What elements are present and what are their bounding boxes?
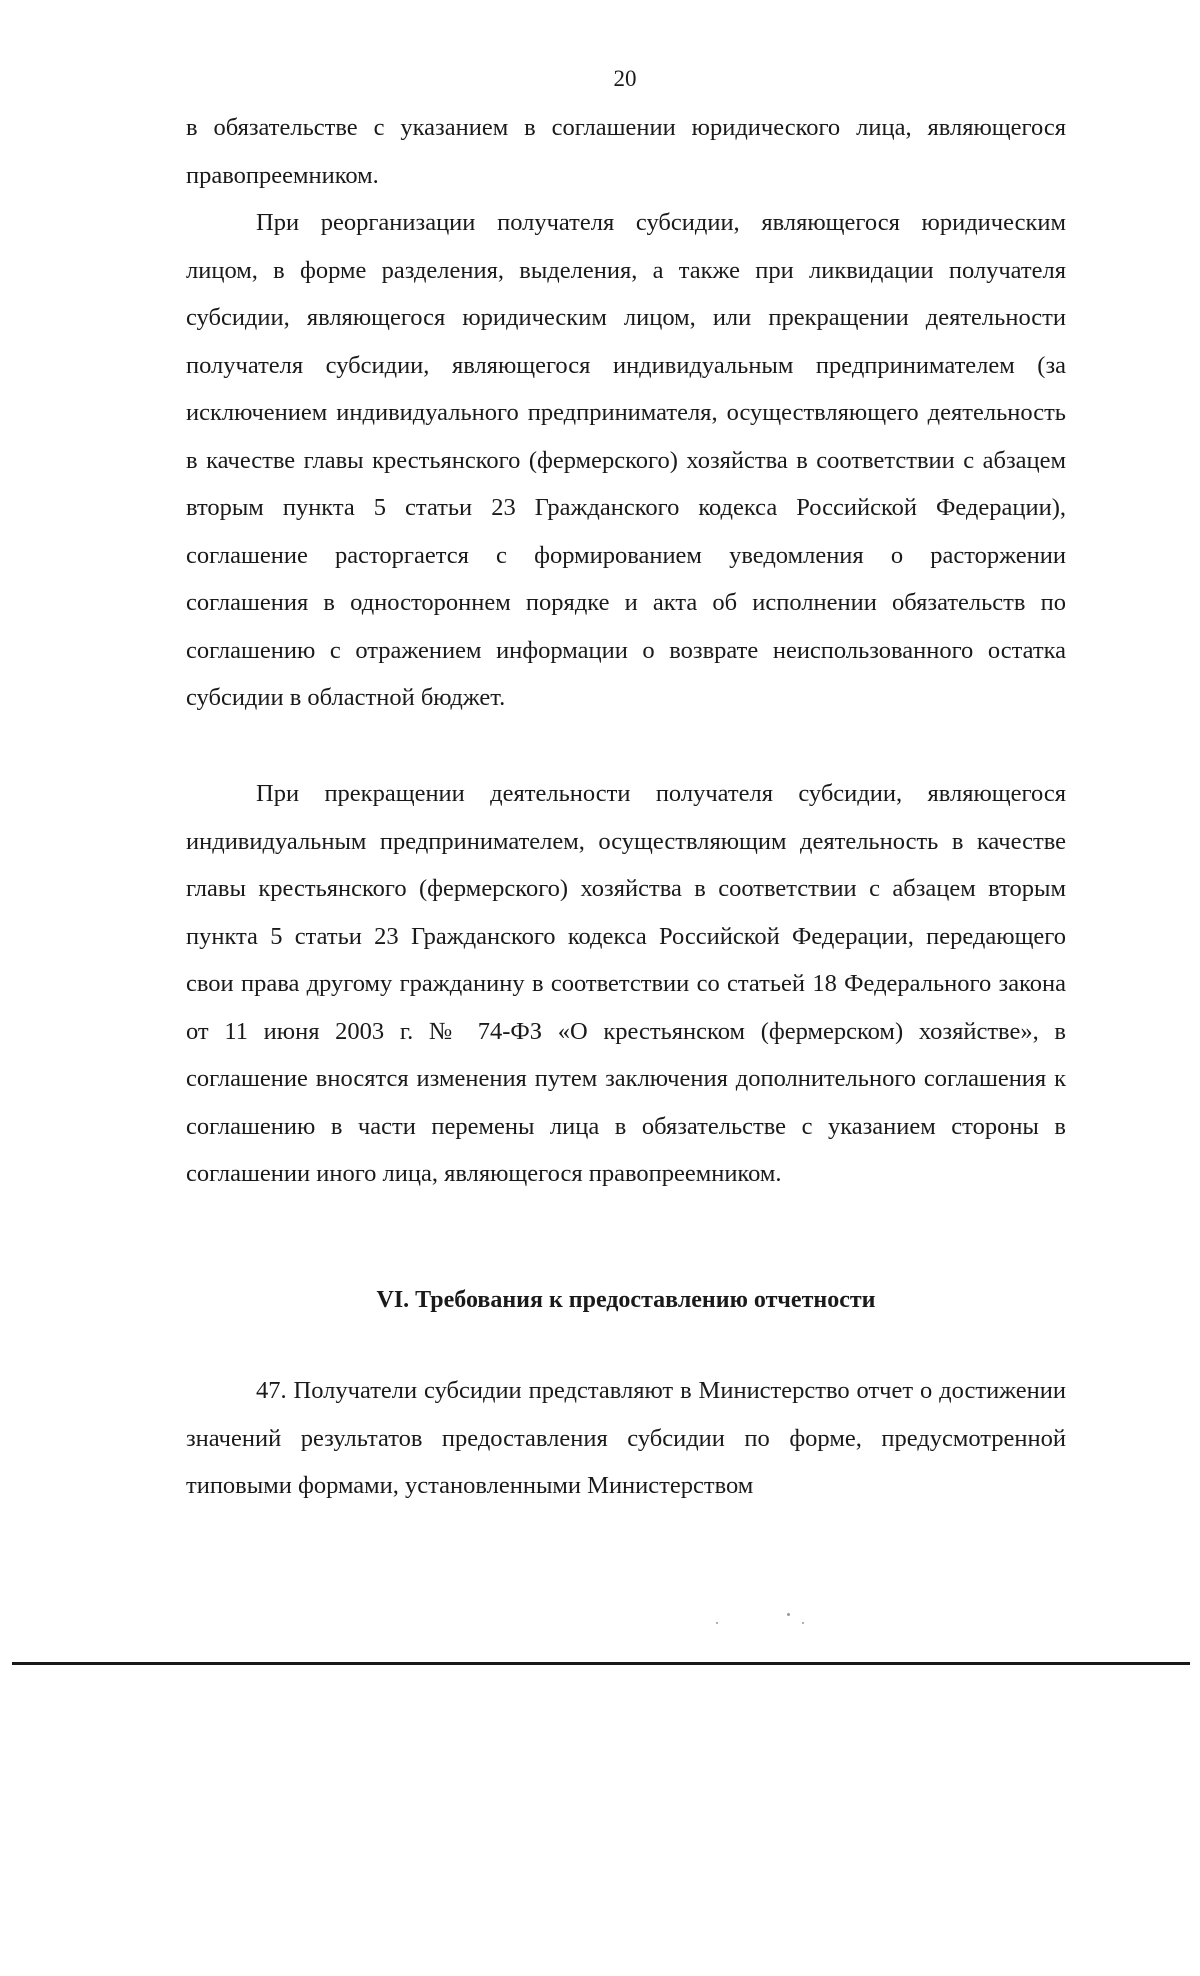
paragraph-text: При реорганизации получателя субсидии, являющегося юридическим лицом, в форме разделения, выделения, а также при ликвидации получателя субсидии, являющегося юридическим лицом, или прекращении деятельности получателя субсидии, являющегося индивидуальным предпринимателем (за исключением индивидуального предпринимателя, осуществляющего деятельность в качестве главы крестьянского (фермерского) хозяйства в соответствии с абзацем вторым пункта 5 статьи 23 Гражданского кодекса Российской Федерации), соглашение расторгается с формированием уведомления о расторжении соглашения в одностороннем порядке и акта об исполнении обязательств по соглашению с отражением информации о возврате неиспользованного остатка субсидии в областной бюджет.: [186, 209, 1066, 711]
scan-speck: [787, 1613, 790, 1616]
scan-speck: [802, 1622, 804, 1624]
page-number: 20: [613, 66, 637, 91]
paragraph-text: При прекращении деятельности получателя субсидии, являющегося индивидуальным предпринимателем, осуществляющим деятельность в качестве главы крестьянского (фермерского) хозяйства в соответствии с абзацем вторым пункта 5 статьи 23 Гражданского кодекса Российской Федерации, передающего свои права другому гражданину в соответствии со статьей 18 Федерального закона от 11 июня 2003 г. № 74-ФЗ «О крестьянском (фермерском) хозяйстве», в соглашение вносятся изменения путем заключения дополнительного соглашения к соглашению в части перемены лица в обязательстве с указанием стороны в соглашении иного лица, являющегося правопреемником.: [186, 780, 1066, 1187]
paragraph-text: 47. Получатели субсидии представляют в Министерство отчет о достижении значений результатов предоставления субсидии по форме, предусмотренной типовыми формами, установленными Министерством: [186, 1377, 1066, 1499]
paragraph-text: в обязательстве с указанием в соглашении юридического лица, являющегося правопреемником.: [186, 114, 1066, 189]
paragraph-reorganization: [186, 199, 1066, 722]
section-heading: VI. Требования к предоставлению отчетности: [376, 1287, 876, 1313]
paragraph-continuation: [186, 104, 1066, 199]
page-bottom-rule: [12, 1662, 1190, 1665]
paragraph-47: [186, 1367, 1066, 1510]
paragraph-termination: [186, 770, 1066, 1198]
scan-speck: [716, 1622, 718, 1624]
